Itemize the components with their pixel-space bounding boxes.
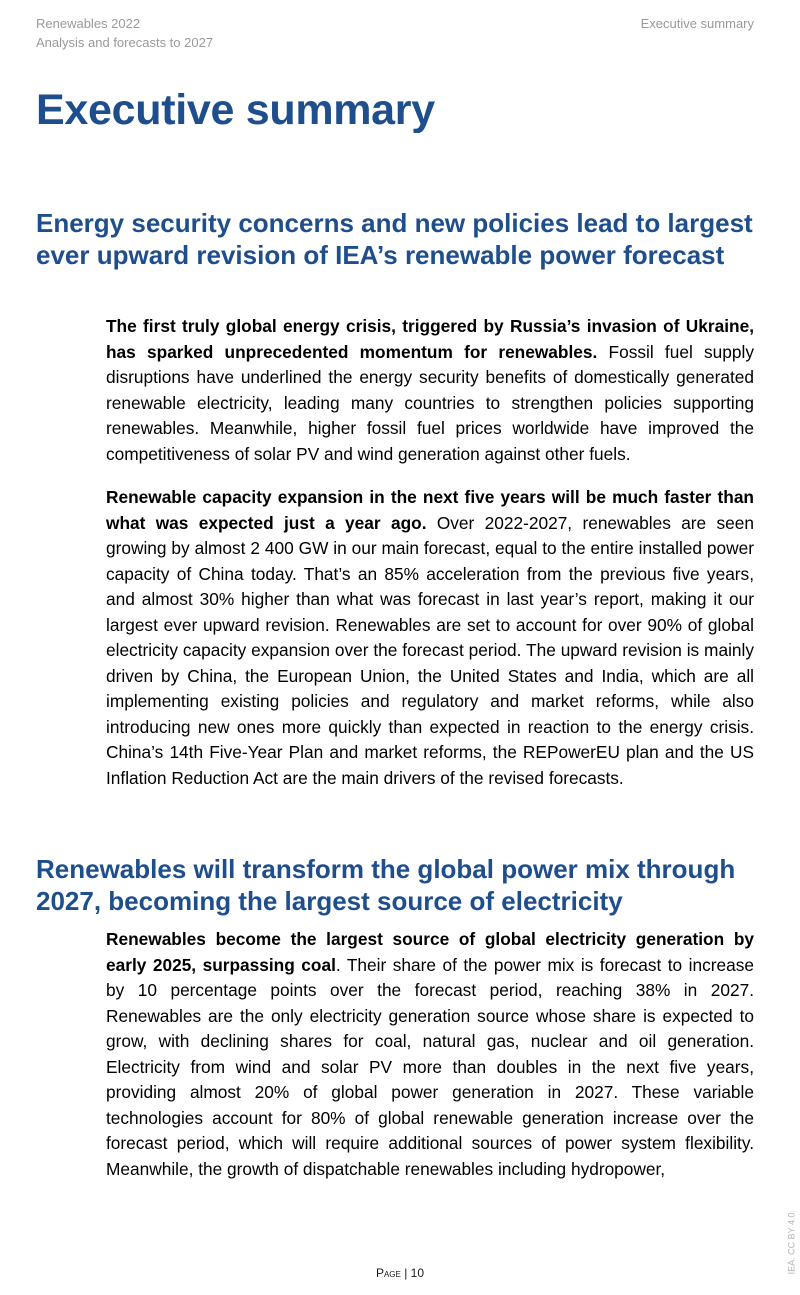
paragraph-capacity-expansion — [106, 485, 754, 791]
page-separator: | — [404, 1266, 408, 1280]
paragraph-global-energy-crisis — [106, 314, 754, 467]
paragraph-lead: The first truly global energy crisis, triggered by Russia’s invasion of Ukraine, has sparked unprecedented momentum for renewables. — [106, 316, 754, 362]
report-name: Renewables 2022 — [36, 16, 141, 31]
page-title: Executive summary — [36, 86, 435, 134]
paragraph-lead: Renewable capacity expansion in the next five years will be much faster than what was expected just a year ago. — [106, 487, 754, 533]
paragraph-body: . Their share of the power mix is forecast to increase by 10 percentage points over the forecast period, reaching 38% in 2027. Renewables are the only electricity generation source whose share is expected to grow, with declining shares for coal, natural gas, nuclear and oil generation. Electricity from wind and solar PV more than doubles in the next five years, providing almost 20% of global power generation in 2027. These variable technologies account for 80% of global renewable generation increase over the forecast period, which will require additional sources of power system flexibility. Meanwhile, the growth of dispatchable renewables including hydropower, — [106, 954, 754, 1179]
section-heading-energy-security: Energy security concerns and new policies lead to largest ever upward revision of IEA’s renewable power forecast — [36, 208, 753, 270]
page-label: Page — [375, 1266, 401, 1280]
running-header-left — [36, 14, 213, 52]
license-note: IEA. CC BY 4.0. — [786, 1210, 796, 1275]
section-heading-power-mix: Renewables will transform the global power mix through 2027, becoming the largest source of electricity — [36, 854, 736, 916]
paragraph-body: Over 2022-2027, renewables are seen growing by almost 2 400 GW in our main forecast, equal to the entire installed power capacity of China today. That’s an 85% acceleration from the previous five years, and almost 30% higher than what was forecast in last year’s report, making it our largest ever upward revision. Renewables are set to account for over 90% of global electricity capacity expansion over the forecast period. The upward revision is mainly driven by China, the European Union, the United States and India, which are all implementing existing policies and regulatory and market reforms, while also introducing new ones more quickly than expected in reaction to the energy crisis. China’s 14th Five-Year Plan and market reforms, the REPowerEU plan and the US Inflation Reduction Act are the main drivers of the revised forecasts. — [106, 512, 754, 788]
paragraph-body: Fossil fuel supply disruptions have underlined the energy security benefits of domestically generated renewable electricity, leading many countries to strengthen policies supporting renewables. Meanwhile, higher fossil fuel prices worldwide have improved the competitiveness of solar PV and wind generation against other fuels. — [106, 341, 754, 464]
page-footer — [0, 1266, 800, 1280]
running-header-section: Executive summary — [640, 16, 754, 31]
paragraph-largest-source — [106, 927, 754, 1182]
paragraph-lead: Renewables become the largest source of global electricity generation by early 2025, surpassing coal — [106, 929, 754, 975]
page-number: 10 — [410, 1266, 425, 1280]
report-subtitle: Analysis and forecasts to 2027 — [36, 35, 214, 50]
